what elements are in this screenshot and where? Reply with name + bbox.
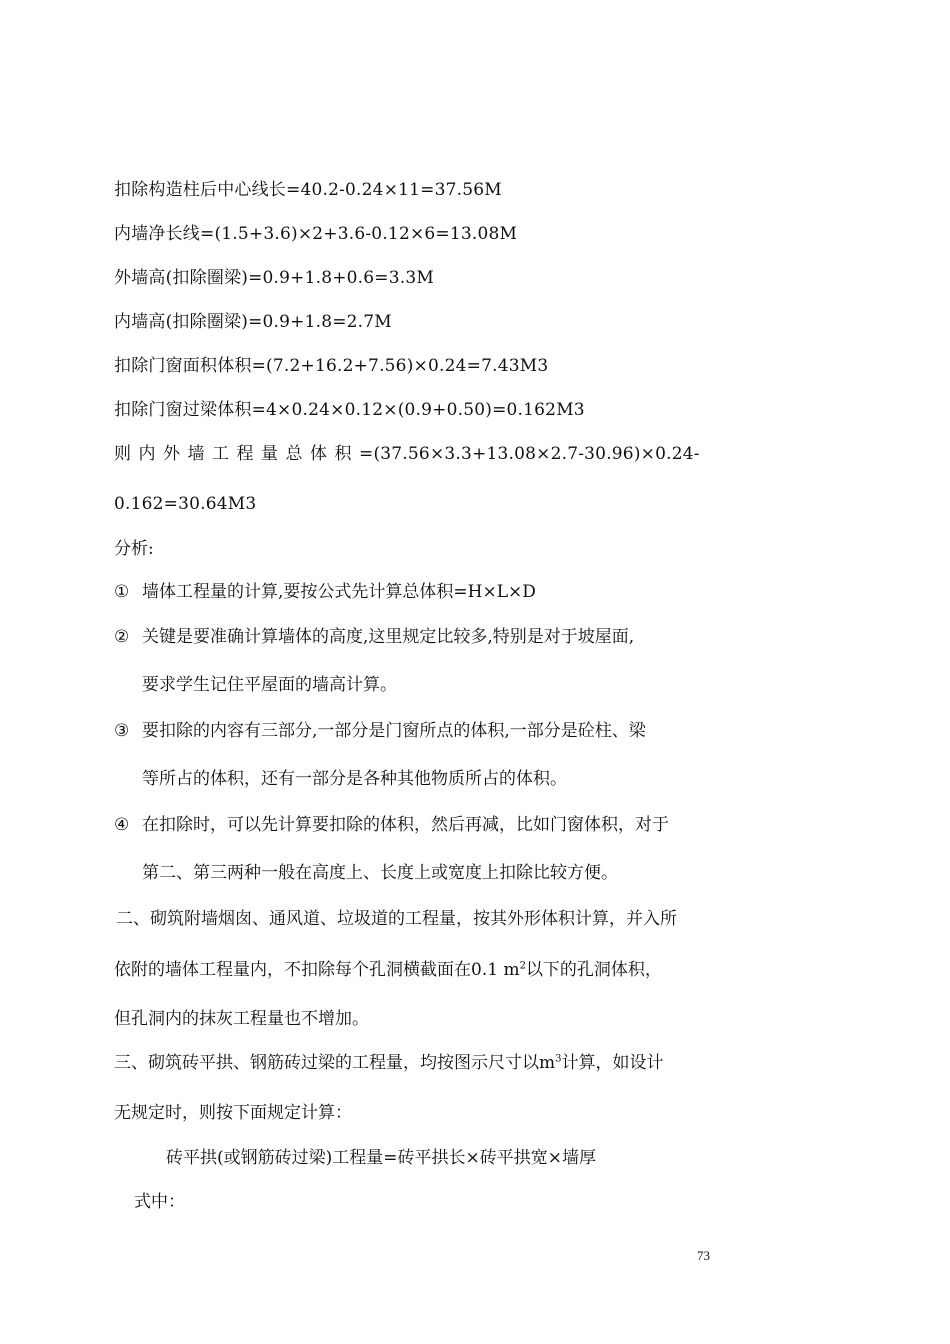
analysis-heading: 分析: (114, 539, 154, 559)
analysis-item-4-text: 在扣除时，可以先计算要扣除的体积，然后再减，比如门窗体积，对于 (142, 815, 669, 835)
section2-line-2a: 依附的墙体工程量内，不扣除每个孔洞横截面在0.1 m (114, 960, 520, 980)
calc-line-7 (114, 442, 700, 466)
formula: 砖平拱(或钢筋砖过梁)工程量=砖平拱长×砖平拱宽×墙厚 (166, 1148, 596, 1168)
superscript: 2 (519, 960, 526, 972)
analysis-item-2-text: 关键是要准确计算墙体的高度,这里规定比较多,特别是对于坡屋面, (142, 627, 635, 647)
calc-line-1: 扣除构造柱后中心线长=40.2-0.24×11=37.56M (114, 180, 502, 200)
calc-line-4: 内墙高(扣除圈梁)=0.9+1.8=2.7M (114, 312, 392, 332)
analysis-item-3 (114, 719, 646, 743)
section2-line-3: 但孔洞内的抹灰工程量也不增加。 (114, 1009, 369, 1029)
section3-line-2: 无规定时，则按下面规定计算： (114, 1103, 352, 1123)
section3-line-1b: 计算，如设计 (561, 1053, 664, 1073)
section2-line-2 (114, 958, 662, 982)
analysis-item-3-text: 要扣除的内容有三部分,一部分是门窗所点的体积,一部分是砼柱、梁 (142, 721, 646, 741)
analysis-item-4-cont: 第二、第三两种一般在高度上、长度上或宽度上扣除比较方便。 (142, 863, 618, 883)
section3-line-1a: 三、砌筑砖平拱、钢筋砖过梁的工程量，均按图示尺寸以m (114, 1053, 556, 1073)
section2-line-1: 二、砌筑附墙烟囱、通风道、垃圾道的工程量，按其外形体积计算，并入所 (116, 909, 677, 929)
calc-line-7-label: 则内外墙工程量总体积 (114, 444, 359, 464)
calc-line-7-formula: =(37.56×3.3+13.08×2.7-30.96)×0.24- (359, 444, 700, 464)
calc-line-2: 内墙净长线=(1.5+3.6)×2+3.6-0.12×6=13.08M (114, 224, 518, 244)
item-marker: ④ (114, 815, 130, 835)
analysis-item-3-cont: 等所占的体积，还有一部分是各种其他物质所占的体积。 (142, 769, 567, 789)
analysis-item-2-cont: 要求学生记住平屋面的墙高计算。 (142, 675, 397, 695)
calc-line-3: 外墙高(扣除圈梁)=0.9+1.8+0.6=3.3M (114, 268, 434, 288)
formula-note: 式中： (134, 1192, 185, 1212)
analysis-item-2 (114, 625, 634, 649)
section3-line-1 (114, 1051, 664, 1075)
item-marker: ② (114, 627, 130, 647)
analysis-item-4 (114, 813, 669, 837)
analysis-item-1 (114, 580, 536, 604)
section2-line-2b: 以下的孔洞体积， (525, 960, 662, 980)
calc-line-8: 0.162=30.64M3 (114, 494, 257, 514)
item-marker: ① (114, 582, 130, 602)
calc-line-6: 扣除门窗过梁体积=4×0.24×0.12×(0.9+0.50)=0.162M3 (114, 400, 585, 420)
analysis-item-1-text: 墙体工程量的计算,要按公式先计算总体积=H×L×D (142, 582, 536, 602)
calc-line-5: 扣除门窗面积体积=(7.2+16.2+7.56)×0.24=7.43M3 (114, 356, 549, 376)
item-marker: ③ (114, 721, 130, 741)
superscript: 3 (555, 1053, 562, 1065)
page-number: 73 (697, 1248, 710, 1263)
